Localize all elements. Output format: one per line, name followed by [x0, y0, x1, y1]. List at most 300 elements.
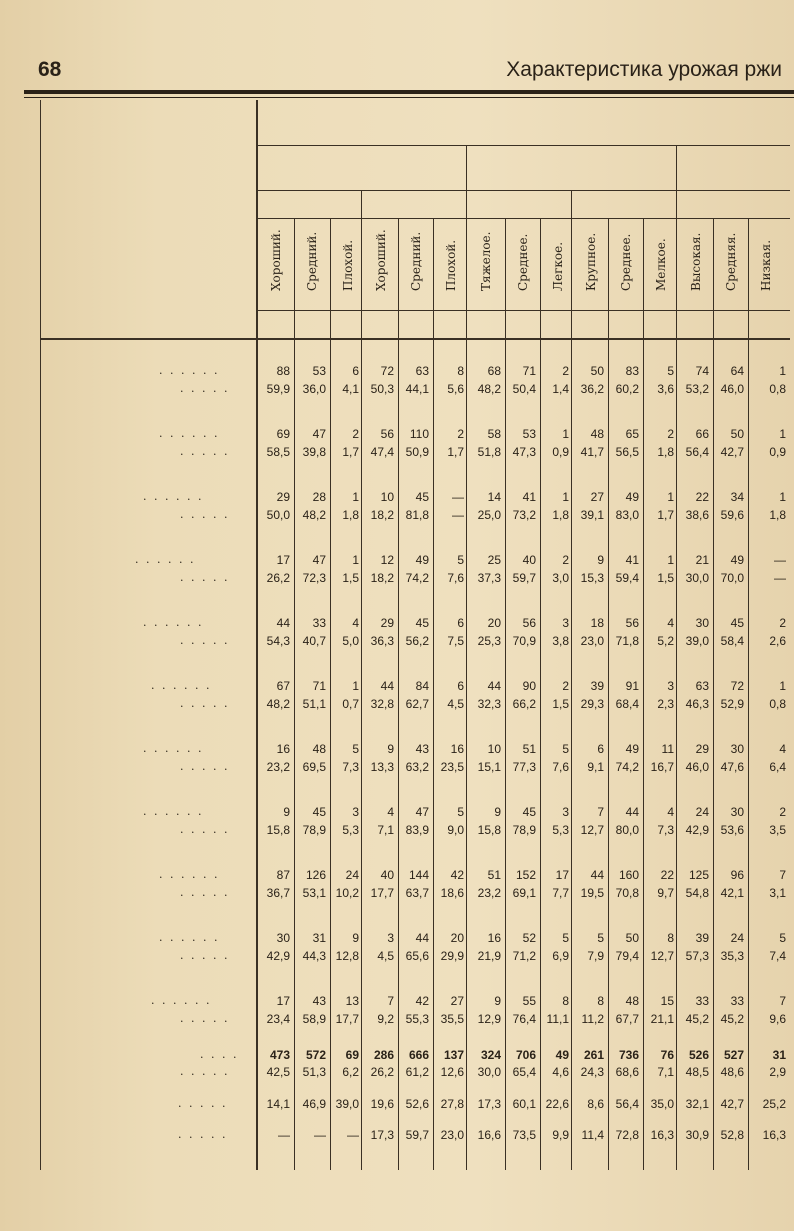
table-cell: 49 [555, 1048, 569, 1062]
table-cell: 83,0 [615, 508, 639, 522]
table-cell: 72,8 [615, 1128, 639, 1142]
table-cell: 63,2 [405, 760, 429, 774]
table-cell: 47,6 [720, 760, 744, 774]
table-cell: 76 [660, 1048, 674, 1062]
table-cell: 5 [779, 931, 786, 945]
table-cell: 48 [625, 994, 639, 1008]
table-cell: 30,0 [477, 1065, 501, 1079]
table-cell: 35,5 [440, 1012, 464, 1026]
table-cell: 58 [487, 427, 501, 441]
table-cell: 71 [312, 679, 326, 693]
table-cell: 18,2 [370, 508, 394, 522]
table-cell: 96 [730, 868, 744, 882]
table-cell: 16 [276, 742, 290, 756]
column-header-label: Среднее. [516, 233, 530, 291]
table-cell: 68,4 [615, 697, 639, 711]
table-cell: 9,1 [587, 760, 604, 774]
table-cell: 88 [276, 364, 290, 378]
leader-dots: . . . . . . [151, 679, 212, 692]
table-cell: 70,8 [615, 886, 639, 900]
table-cell: 4 [667, 805, 674, 819]
table-cell: 2 [779, 805, 786, 819]
table-cell: 1,5 [552, 697, 569, 711]
table-cell: 324 [480, 1048, 501, 1062]
table-cell: 76,4 [512, 1012, 536, 1026]
table-cell: 17 [276, 994, 290, 1008]
table-cell: 51,3 [302, 1065, 326, 1079]
table-cell: 62,7 [405, 697, 429, 711]
table-cell: 22 [660, 868, 674, 882]
table-cell: 71,8 [615, 634, 639, 648]
table-cell: 59,9 [266, 382, 290, 396]
header-line-1 [256, 145, 790, 146]
column-header-label: Легкое. [551, 241, 565, 291]
leader-dots: . . . . . [178, 1097, 228, 1110]
table-cell: 18 [590, 616, 604, 630]
table-cell: 1 [352, 490, 359, 504]
table-cell: 20 [450, 931, 464, 945]
table-cell: 5 [562, 742, 569, 756]
table-cell: 21,1 [650, 1012, 674, 1026]
leader-dots: . . . . . [180, 1012, 230, 1025]
table-cell: 30,0 [685, 571, 709, 585]
table-cell: 78,9 [512, 823, 536, 837]
leader-dots: . . . . . [180, 508, 230, 521]
column-header [577, 225, 605, 305]
table-cell: 29,3 [580, 697, 604, 711]
table-cell: 5,3 [342, 823, 359, 837]
table-cell: 6 [597, 742, 604, 756]
leader-dots: . . . . . [180, 760, 230, 773]
table-cell: 14,1 [266, 1097, 290, 1111]
table-cell: 40,7 [302, 634, 326, 648]
leader-dots: . . . . [200, 1048, 239, 1061]
table-cell: 83 [625, 364, 639, 378]
table-cell: 3 [562, 616, 569, 630]
column-header [472, 225, 500, 305]
table-cell: 125 [688, 868, 709, 882]
table-cell: 52,9 [720, 697, 744, 711]
group-divider-2 [676, 145, 677, 1170]
table-cell: 65 [625, 427, 639, 441]
table-cell: 21 [695, 553, 709, 567]
table-cell: 73,5 [512, 1128, 536, 1142]
table-cell: 10 [487, 742, 501, 756]
table-cell: 56 [625, 616, 639, 630]
top-rule-thin [24, 97, 794, 98]
table-cell: 20 [487, 616, 501, 630]
table-cell: 44,1 [405, 382, 429, 396]
table-cell: 23,2 [266, 760, 290, 774]
table-cell: 16 [487, 931, 501, 945]
table-cell: 69,1 [512, 886, 536, 900]
table-cell: — [774, 553, 786, 567]
leader-dots: . . . . . [180, 1065, 230, 1078]
header-line-3 [256, 218, 790, 219]
table-cell: 44 [380, 679, 394, 693]
group-divider-1 [466, 145, 467, 1170]
table-cell: 56,5 [615, 445, 639, 459]
table-cell: 5 [667, 364, 674, 378]
table-cell: 50,4 [512, 382, 536, 396]
column-header [367, 225, 395, 305]
table-cell: 23,5 [440, 760, 464, 774]
table-cell: 25 [487, 553, 501, 567]
table-cell: 9,7 [657, 886, 674, 900]
table-cell: 1,7 [657, 508, 674, 522]
table-cell: 27,8 [440, 1097, 464, 1111]
table-cell: 1 [779, 679, 786, 693]
table-cell: 43 [312, 994, 326, 1008]
table-cell: 2,6 [769, 634, 786, 648]
table-cell: 736 [618, 1048, 639, 1062]
table-cell: 37,3 [477, 571, 501, 585]
column-divider [713, 218, 714, 1170]
table-cell: 31 [772, 1048, 786, 1062]
table-cell: 65,4 [512, 1065, 536, 1079]
table-cell: 30 [730, 805, 744, 819]
table-cell: 706 [515, 1048, 536, 1062]
table-cell: 48 [590, 427, 604, 441]
leader-dots: . . . . . . [159, 868, 220, 881]
column-header-label: Хороший. [374, 229, 388, 291]
table-cell: 17,7 [335, 1012, 359, 1026]
table-cell: 51 [487, 868, 501, 882]
table-cell: 0,7 [342, 697, 359, 711]
table-cell: 17 [276, 553, 290, 567]
table-cell: 61,2 [405, 1065, 429, 1079]
table-cell: 1,5 [657, 571, 674, 585]
table-cell: 7 [597, 805, 604, 819]
column-header-label: Высокая. [689, 232, 703, 291]
table-cell: 74,2 [405, 571, 429, 585]
table-cell: 8 [562, 994, 569, 1008]
table-cell: 48 [312, 742, 326, 756]
leader-dots: . . . . . [180, 634, 230, 647]
column-divider [398, 218, 399, 1170]
table-cell: 1,7 [342, 445, 359, 459]
table-cell: 60,2 [615, 382, 639, 396]
table-cell: 29 [695, 742, 709, 756]
table-cell: 26,2 [370, 1065, 394, 1079]
column-header-label: Среднее. [619, 233, 633, 291]
table-cell: 9 [387, 742, 394, 756]
table-cell: 45,2 [720, 1012, 744, 1026]
leader-dots: . . . . . . [159, 427, 220, 440]
leader-dots: . . . . . . [159, 931, 220, 944]
table-cell: 1,4 [552, 382, 569, 396]
table-cell: 66,2 [512, 697, 536, 711]
table-cell: 63 [415, 364, 429, 378]
table-cell: 24 [730, 931, 744, 945]
table-cell: 33 [730, 994, 744, 1008]
table-cell: 9,6 [769, 1012, 786, 1026]
table-cell: 42,9 [266, 949, 290, 963]
table-cell: 29,9 [440, 949, 464, 963]
table-cell: 46,9 [302, 1097, 326, 1111]
leader-dots: . . . . . [180, 445, 230, 458]
table-cell: 5 [352, 742, 359, 756]
subgroup-divider-1 [361, 190, 362, 1170]
table-cell: 2 [562, 553, 569, 567]
table-cell: 5,0 [342, 634, 359, 648]
table-cell: 6,9 [552, 949, 569, 963]
table-cell: 1 [667, 553, 674, 567]
table-cell: 2 [352, 427, 359, 441]
table-cell: 17,7 [370, 886, 394, 900]
table-cell: 30 [730, 742, 744, 756]
table-cell: 9 [352, 931, 359, 945]
table-cell: 9,0 [447, 823, 464, 837]
table-cell: 57,3 [685, 949, 709, 963]
leader-dots: . . . . . . [143, 616, 204, 629]
table-cell: 83,9 [405, 823, 429, 837]
column-divider [505, 218, 506, 1170]
table-cell: 56 [522, 616, 536, 630]
table-cell: 52 [522, 931, 536, 945]
table-cell: 7,9 [587, 949, 604, 963]
table-cell: 3,1 [769, 886, 786, 900]
table-cell: 11,1 [546, 1012, 569, 1026]
table-cell: 14 [487, 490, 501, 504]
table-cell: 43 [415, 742, 429, 756]
table-cell: 46,0 [685, 760, 709, 774]
table-cell: 56,4 [685, 445, 709, 459]
table-cell: 32,8 [370, 697, 394, 711]
table-cell: 16,7 [650, 760, 674, 774]
table-cell: 72 [380, 364, 394, 378]
table-cell: 18,6 [440, 886, 464, 900]
table-cell: 8 [457, 364, 464, 378]
column-header-label: Тяжелое. [479, 231, 493, 291]
column-header [682, 225, 710, 305]
table-cell: 3 [667, 679, 674, 693]
table-cell: 1 [667, 490, 674, 504]
table-cell: 19,5 [580, 886, 604, 900]
table-cell: 55,3 [405, 1012, 429, 1026]
table-cell: 29 [380, 616, 394, 630]
table-cell: 1,8 [769, 508, 786, 522]
table-cell: 59,7 [512, 571, 536, 585]
table-cell: 44 [276, 616, 290, 630]
header-line-2 [256, 190, 790, 191]
table-cell: 34 [730, 490, 744, 504]
table-cell: 473 [269, 1048, 290, 1062]
table-cell: 44 [590, 868, 604, 882]
column-header [717, 225, 745, 305]
table-cell: 3 [352, 805, 359, 819]
table-cell: 7,1 [657, 1065, 674, 1079]
table-cell: 49 [625, 490, 639, 504]
table-cell: 12,7 [650, 949, 674, 963]
table-cell: 5,3 [552, 823, 569, 837]
table-cell: 7 [779, 994, 786, 1008]
leader-dots: . . . . . . [143, 742, 204, 755]
table-cell: 74 [695, 364, 709, 378]
table-cell: 1 [352, 679, 359, 693]
table-cell: 26,2 [266, 571, 290, 585]
leader-dots: . . . . . [180, 886, 230, 899]
table-cell: 7,4 [769, 949, 786, 963]
table-cell: 1,5 [342, 571, 359, 585]
table-cell: 0,8 [769, 382, 786, 396]
table-cell: 65,6 [405, 949, 429, 963]
table-cell: 50 [590, 364, 604, 378]
table-cell: 17,3 [477, 1097, 501, 1111]
table-cell: 70,9 [512, 634, 536, 648]
table-cell: 30,9 [685, 1128, 709, 1142]
table-cell: 80,0 [615, 823, 639, 837]
table-cell: 8,6 [587, 1097, 604, 1111]
table-cell: 45 [730, 616, 744, 630]
column-header [262, 225, 290, 305]
table-cell: 39,8 [302, 445, 326, 459]
table-cell: 47 [312, 427, 326, 441]
table-cell: 6 [457, 616, 464, 630]
table-cell: 4,5 [377, 949, 394, 963]
table-cell: 58,5 [266, 445, 290, 459]
table-cell: 51,1 [302, 697, 326, 711]
table-cell: 4 [387, 805, 394, 819]
leader-dots: . . . . . [180, 571, 230, 584]
table-cell: 59,6 [720, 508, 744, 522]
column-divider [608, 218, 609, 1170]
table-cell: 73,2 [512, 508, 536, 522]
table-cell: — [452, 508, 464, 522]
table-cell: 15,8 [266, 823, 290, 837]
table-cell: 1 [562, 427, 569, 441]
column-divider [433, 218, 434, 1170]
column-header-label: Низкая. [759, 239, 773, 291]
table-cell: 12,6 [440, 1065, 464, 1079]
table-cell: 58,4 [720, 634, 744, 648]
table-cell: 7 [387, 994, 394, 1008]
table-cell: 3 [387, 931, 394, 945]
table-cell: 44 [415, 931, 429, 945]
table-cell: 32,3 [477, 697, 501, 711]
table-cell: 84 [415, 679, 429, 693]
table-cell: 48,6 [720, 1065, 744, 1079]
table-cell: 32,1 [685, 1097, 709, 1111]
leader-dots: . . . . . [180, 697, 230, 710]
table-cell: 48,5 [685, 1065, 709, 1079]
table-cell: 13 [345, 994, 359, 1008]
leader-dots: . . . . . . [143, 805, 204, 818]
table-cell: 90 [522, 679, 536, 693]
table-cell: 42 [415, 994, 429, 1008]
table-cell: 7,6 [447, 571, 464, 585]
column-header-label: Плохой. [341, 239, 355, 291]
table-cell: 10,2 [335, 886, 359, 900]
column-header-label: Хороший. [269, 229, 283, 291]
column-header [437, 225, 465, 305]
table-cell: 64 [730, 364, 744, 378]
table-cell: 16,3 [650, 1128, 674, 1142]
leader-dots: . . . . . [180, 949, 230, 962]
table-cell: 47,3 [512, 445, 536, 459]
table-cell: 67,7 [615, 1012, 639, 1026]
table-cell: 53,1 [302, 886, 326, 900]
table-cell: 9 [283, 805, 290, 819]
table-cell: 12,8 [335, 949, 359, 963]
table-cell: 59,4 [615, 571, 639, 585]
table-cell: 47 [415, 805, 429, 819]
table-cell: 5 [597, 931, 604, 945]
table-cell: 44,3 [302, 949, 326, 963]
table-cell: 1,8 [342, 508, 359, 522]
table-cell: 33 [312, 616, 326, 630]
table-cell: 9,2 [377, 1012, 394, 1026]
table-cell: 5 [457, 805, 464, 819]
table-cell: 69 [345, 1048, 359, 1062]
table-cell: 2 [562, 364, 569, 378]
table-cell: 23,2 [477, 886, 501, 900]
table-cell: 42,1 [720, 886, 744, 900]
table-cell: 4 [779, 742, 786, 756]
header-bottom-line [40, 338, 790, 340]
table-cell: 42,5 [266, 1065, 290, 1079]
column-header [334, 225, 362, 305]
table-cell: 45 [522, 805, 536, 819]
table-cell: 52,8 [720, 1128, 744, 1142]
table-cell: 48,2 [266, 697, 290, 711]
column-divider [748, 218, 749, 1170]
table-cell: 51 [522, 742, 536, 756]
column-header [509, 225, 537, 305]
column-header-label: Средний. [305, 231, 319, 291]
table-cell: 7,3 [657, 823, 674, 837]
table-cell: 572 [305, 1048, 326, 1062]
table-cell: 16,6 [477, 1128, 501, 1142]
table-cell: 527 [723, 1048, 744, 1062]
table-cell: 36,2 [580, 382, 604, 396]
table-cell: 1,8 [657, 445, 674, 459]
table-cell: 40 [522, 553, 536, 567]
table-cell: 3,5 [769, 823, 786, 837]
table-cell: 3,6 [657, 382, 674, 396]
table-cell: 1,7 [447, 445, 464, 459]
table-cell: 42,9 [685, 823, 709, 837]
table-cell: 6 [352, 364, 359, 378]
table-cell: 42,7 [720, 1097, 744, 1111]
table-cell: 77,3 [512, 760, 536, 774]
table-cell: 2,3 [657, 697, 674, 711]
table-cell: 30 [276, 931, 290, 945]
table-cell: 9 [494, 994, 501, 1008]
table-cell: 49 [625, 742, 639, 756]
table-cell: 39 [695, 931, 709, 945]
table-cell: 9,9 [552, 1128, 569, 1142]
table-cell: 50 [625, 931, 639, 945]
table-cell: 63 [695, 679, 709, 693]
table-cell: 6,4 [769, 760, 786, 774]
table-cell: 15,8 [477, 823, 501, 837]
leader-dots: . . . . . . [135, 553, 196, 566]
table-cell: 24,3 [580, 1065, 604, 1079]
table-cell: 137 [443, 1048, 464, 1062]
table-cell: 12,9 [477, 1012, 501, 1026]
column-header-label: Мелкое. [654, 238, 668, 291]
table-cell: 71 [522, 364, 536, 378]
table-cell: 15,3 [580, 571, 604, 585]
leader-dots: . . . . . [180, 382, 230, 395]
table-cell: 41,7 [580, 445, 604, 459]
table-cell: 45 [415, 616, 429, 630]
subgroup-divider-2 [571, 190, 572, 1170]
table-cell: 71,2 [512, 949, 536, 963]
table-cell: 2 [779, 616, 786, 630]
table-cell: 7,5 [447, 634, 464, 648]
